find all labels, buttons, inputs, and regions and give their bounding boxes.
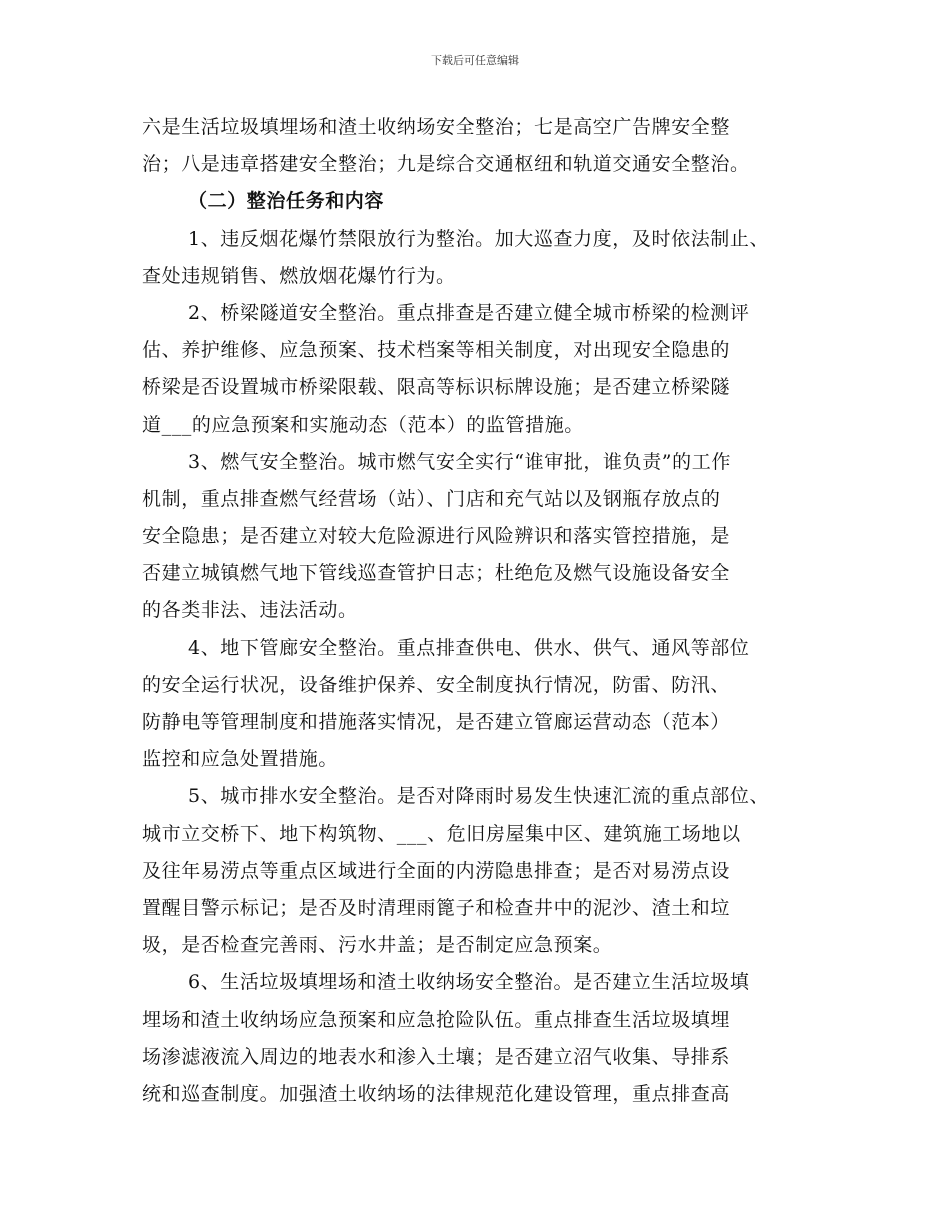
text-line: 安全隐患；是否建立对较大危险源进行风险辨识和落实管控措施，是 <box>142 525 731 548</box>
text-line: 否建立城镇燃气地下管线巡查管护日志；杜绝危及燃气设施设备安全 <box>142 562 731 585</box>
text-line: 统和巡查制度。加强渣土收纳场的法律规范化建设管理，重点排查高 <box>142 1082 731 1105</box>
text-line: 城市立交桥下、地下构筑物、___、危旧房屋集中区、建筑施工场地以 <box>142 822 741 845</box>
text-line: 防静电等管理制度和措施落实情况，是否建立管廊运营动态（范本） <box>142 711 731 733</box>
text-line: 圾，是否检查完善雨、污水井盖；是否制定应急预案。 <box>142 934 613 957</box>
section-heading: （二）整治任务和内容 <box>188 190 385 213</box>
text-line: 道___的应急预案和实施动态（范本）的监管措施。 <box>142 413 584 436</box>
document-body <box>142 109 832 1113</box>
text-line: 1、违反烟花爆竹禁限放行为整治。加大巡查力度，及时依法制止、 <box>188 227 770 250</box>
text-line: 及往年易涝点等重点区域进行全面的内涝隐患排查；是否对易涝点设 <box>142 859 731 882</box>
text-line: 治；八是违章搭建安全整治；九是综合交通枢纽和轨道交通安全整治。 <box>142 153 750 176</box>
text-line: 桥梁是否设置城市桥梁限载、限高等标识标牌设施；是否建立桥梁隧 <box>142 376 731 399</box>
text-line: 查处违规销售、燃放烟花爆竹行为。 <box>142 264 456 287</box>
text-line: 的安全运行状况，设备维护保养、安全制度执行情况，防雷、防汛、 <box>142 673 731 696</box>
text-line: 场渗滤液流入周边的地表水和渗入土壤；是否建立沼气收集、导排系 <box>142 1045 731 1068</box>
text-line: 置醒目警示标记；是否及时清理雨篦子和检查井中的泥沙、渣土和垃 <box>142 896 731 919</box>
text-line: 估、养护维修、应急预案、技术档案等相关制度，对出现安全隐患的 <box>142 339 731 362</box>
text-line: 的各类非法、违法活动。 <box>142 599 358 622</box>
text-line: 监控和应急处置措施。 <box>142 748 339 771</box>
text-line: 埋场和渣土收纳场应急预案和应急抢险队伍。重点排查生活垃圾填埋 <box>142 1008 731 1031</box>
text-line: 六是生活垃圾填埋场和渣土收纳场安全整治；七是高空广告牌安全整 <box>142 116 731 138</box>
text-line: 5、城市排水安全整治。是否对降雨时易发生快速汇流的重点部位、 <box>188 785 770 808</box>
text-line: 6、生活垃圾填埋场和渣土收纳场安全整治。是否建立生活垃圾填 <box>188 971 750 994</box>
text-line: 3、燃气安全整治。城市燃气安全实行“谁审批，谁负责”的工作 <box>188 450 731 473</box>
page-header: 下载后可任意编辑 <box>431 54 519 67</box>
text-line: 2、桥梁隧道安全整治。重点排查是否建立健全城市桥梁的检测评 <box>188 301 750 324</box>
text-line: 机制，重点排查燃气经营场（站）、门店和充气站以及钢瓶存放点的 <box>142 487 721 510</box>
text-line: 4、地下管廊安全整治。重点排查供电、供水、供气、通风等部位 <box>188 636 750 659</box>
